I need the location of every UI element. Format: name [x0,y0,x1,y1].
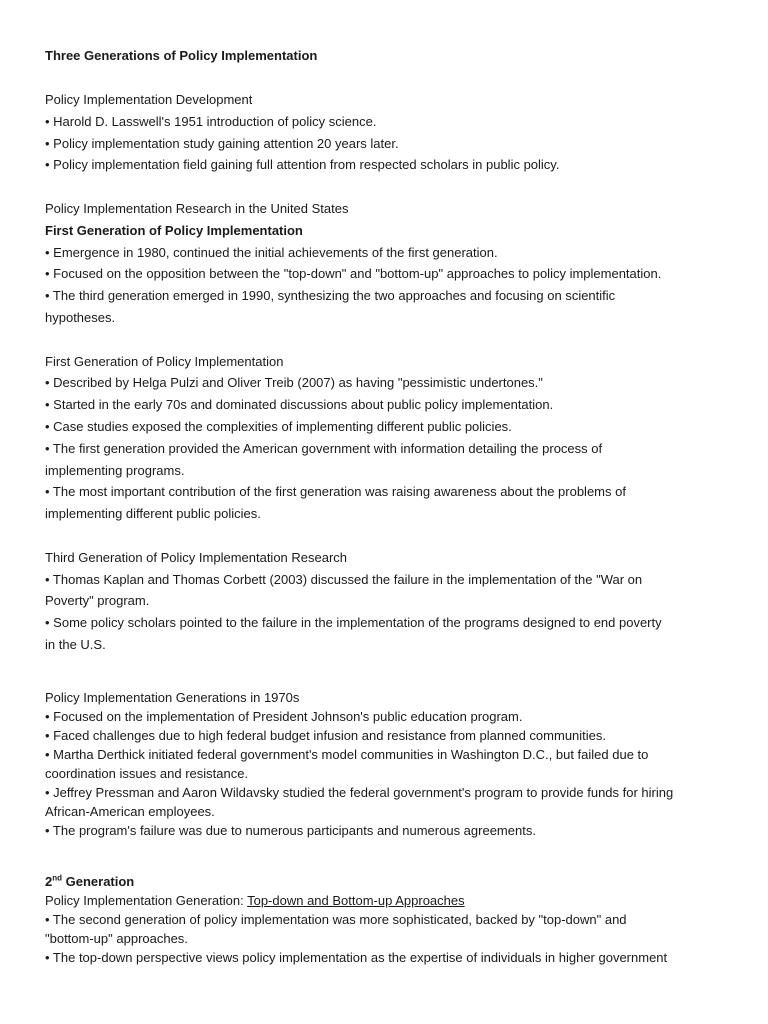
spacer [45,840,735,872]
bullet-item: • Faced challenges due to high federal budget infusion and resistance from planned communities. [45,727,607,743]
section-heading [45,872,735,891]
bullet-continuation: in the U.S. [45,636,106,652]
bullet-item: • Harold D. Lasswell's 1951 introduction of policy science. [45,113,377,129]
spacer [45,176,735,198]
bullet-continuation: implementing different public policies. [45,506,261,522]
bullet-item: • Focused on the implementation of President Johnson's public education program. [45,708,523,724]
section-heading: First Generation of Policy Implementation [45,353,284,369]
approaches-link[interactable]: Top-down and Bottom-up Approaches [247,892,465,908]
bullet-item: • Policy implementation study gaining attention 20 years later. [45,135,399,151]
bullet-item: • Policy implementation field gaining full attention from respected scholars in public policy. [45,157,560,173]
bullet-item: • Focused on the opposition between the "top-down" and "bottom-up" approaches to policy implementation. [45,266,662,282]
section-heading: Third Generation of Policy Implementation Research [45,549,348,565]
section-research-us [45,198,735,329]
document-page [45,46,735,967]
heading-number: 2 [45,873,53,889]
heading-label: Generation [62,873,135,889]
generation-line [45,891,735,910]
document-title: Three Generations of Policy Implementation [45,48,318,63]
section-heading: Policy Implementation Development [45,92,253,107]
bullet-continuation: African-American employees. [45,803,215,819]
section-subheading: First Generation of Policy Implementation [45,222,303,238]
bullet-item: • The third generation emerged in 1990, synthesizing the two approaches and focusing on scientific [45,288,616,304]
bullet-item: • The most important contribution of the first generation was raising awareness about the problems of [45,484,626,500]
bullet-item: • Case studies exposed the complexities of implementing different public policies. [45,418,512,434]
spacer [45,656,735,688]
bullet-item: • The second generation of policy implementation was more sophisticated, backed by "top-down" and [45,911,627,927]
section-second-generation [45,872,735,967]
bullet-item: • Martha Derthick initiated federal government's model communities in Washington D.C., but failed due to [45,746,649,762]
spacer [45,525,735,547]
bullet-continuation: "bottom-up" approaches. [45,930,188,946]
spacer [45,329,735,351]
bullet-item: • The program's failure was due to numerous participants and numerous agreements. [45,822,536,838]
bullet-item: • The top-down perspective views policy implementation as the expertise of individuals in higher government [45,949,668,965]
bullet-continuation: coordination issues and resistance. [45,765,249,781]
section-heading: Policy Implementation Research in the United States [45,200,349,216]
bullet-item: • Jeffrey Pressman and Aaron Wildavsky studied the federal government's program to provide funds for hiring [45,784,674,800]
bullet-item: • Started in the early 70s and dominated discussions about public policy implementation. [45,397,554,413]
section-first-generation [45,351,735,525]
section-development [45,89,735,176]
section-third-generation [45,547,735,656]
spacer [45,66,735,89]
bullet-item: • Some policy scholars pointed to the failure in the implementation of the programs designed to end poverty [45,615,662,631]
bullet-item: • Thomas Kaplan and Thomas Corbett (2003) discussed the failure in the implementation of the "War on [45,571,643,587]
section-1970s [45,688,735,840]
bullet-item: • Described by Helga Pulzi and Oliver Treib (2007) as having "pessimistic undertones." [45,375,543,391]
bullet-item: • Emergence in 1980, continued the initial achievements of the first generation. [45,244,498,260]
bullet-continuation: Poverty" program. [45,593,150,609]
bullet-continuation: implementing programs. [45,462,185,478]
bullet-item: • The first generation provided the American government with information detailing the process of [45,440,603,456]
generation-prefix: Policy Implementation Generation: [45,892,248,908]
heading-ordinal: nd [52,873,63,883]
section-heading: Policy Implementation Generations in 1970s [45,689,300,705]
bullet-continuation: hypotheses. [45,309,116,325]
